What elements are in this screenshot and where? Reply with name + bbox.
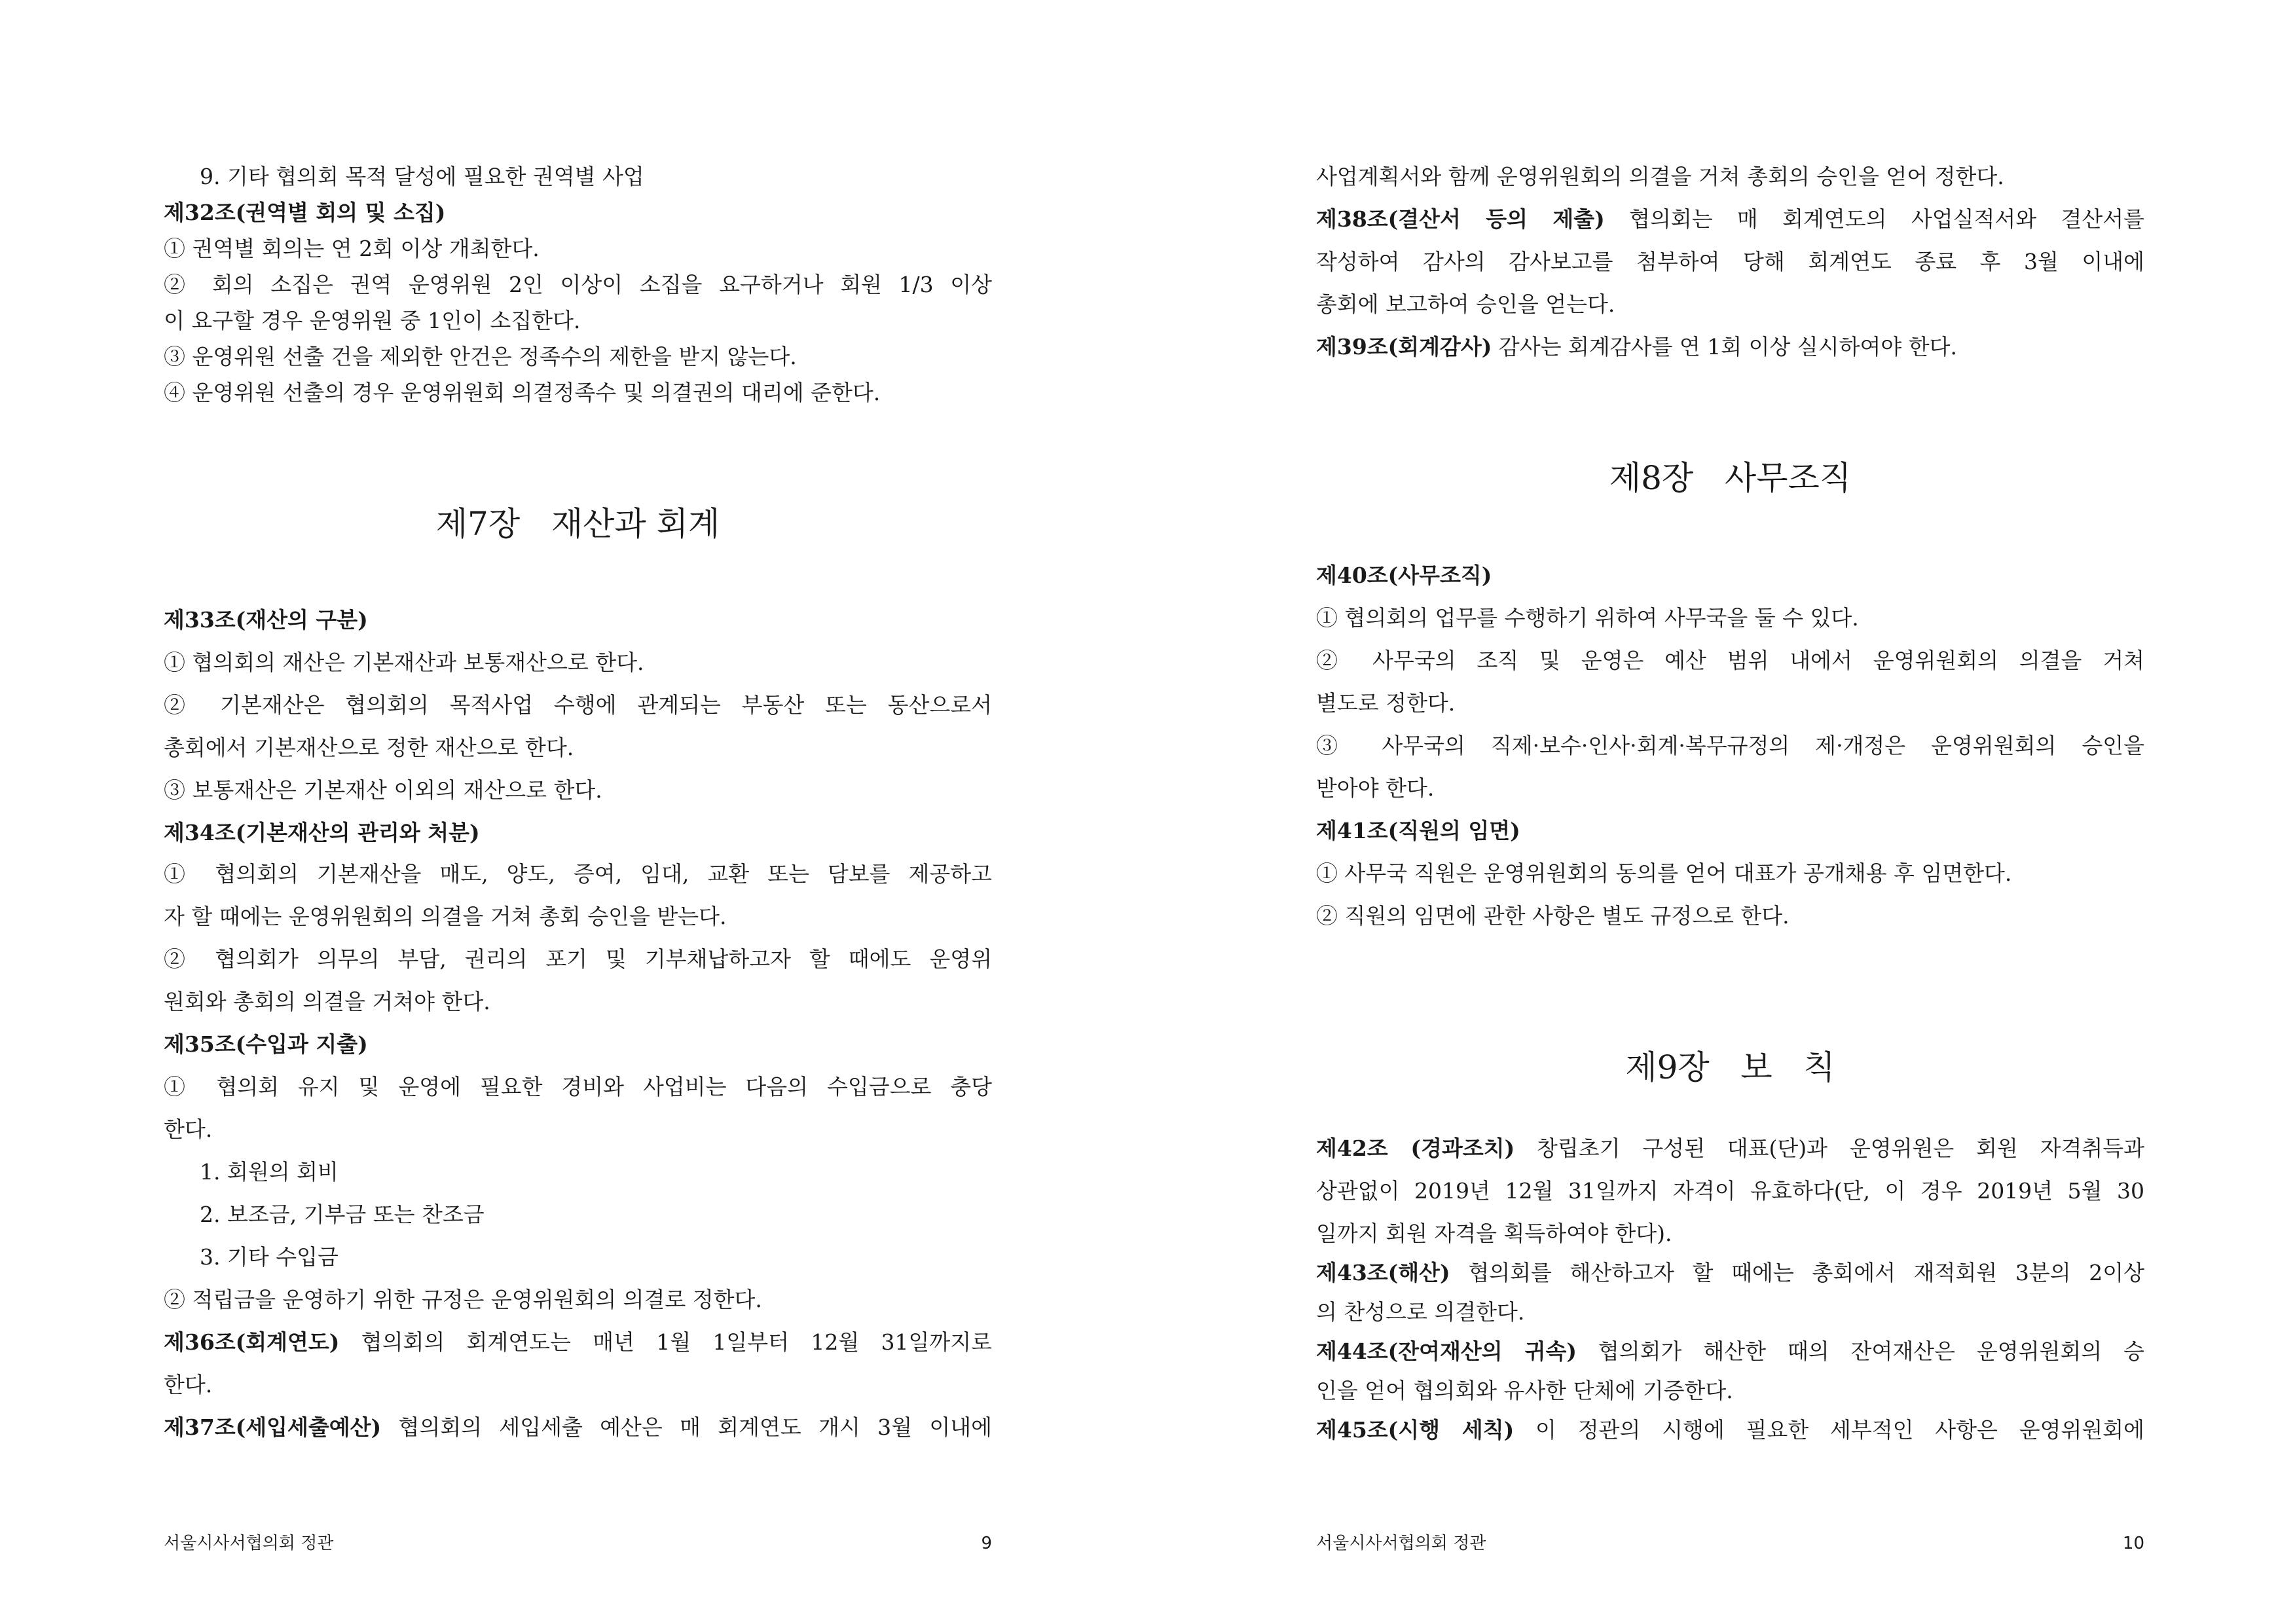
footer-title: 서울시사서협의회 정관 xyxy=(164,1534,334,1553)
text-line: ② 직원의 임면에 관한 사항은 별도 규정으로 한다. xyxy=(1316,903,1790,929)
chapter-title: 제9장 보 칙 xyxy=(1625,1048,1835,1086)
text-line: ① 사무국 직원은 운영위원회의 동의를 얻어 대표가 공개채용 후 임면한다. xyxy=(1316,860,2012,886)
article-heading: 제33조(재산의 구분) xyxy=(164,607,368,633)
article-line: 제42조 (경과조치) 창립초기 구성된 대표(단)과 운영위원은 회원 자격취득과 xyxy=(1316,1135,2144,1161)
article-heading: 제40조(사무조직) xyxy=(1316,563,1492,588)
page-number: 10 xyxy=(2122,1534,2144,1553)
text-line: 한다. xyxy=(164,1372,213,1397)
article-heading: 제41조(직원의 임면) xyxy=(1316,818,1520,843)
list-item: 1. 회원의 회비 xyxy=(200,1159,339,1185)
text-line: 인을 얻어 협의회와 유사한 단체에 기증한다. xyxy=(1316,1378,1733,1403)
footer-title: 서울시사서협의회 정관 xyxy=(1316,1534,1486,1553)
article-heading: 제35조(수입과 지출) xyxy=(164,1031,368,1057)
article-heading: 제34조(기본재산의 관리와 처분) xyxy=(164,820,480,845)
text-line: 9. 기타 협의회 목적 달성에 필요한 권역별 사업 xyxy=(200,164,644,189)
text-line: ② 협의회가 의무의 부담, 권리의 포기 및 기부채납하고자 할 때에도 운영위 xyxy=(164,946,992,972)
article-heading: 제32조(권역별 회의 및 소집) xyxy=(164,200,446,225)
article-line: 제36조(회계연도) 협의회의 회계연도는 매년 1월 1일부터 12월 31일까지로 xyxy=(164,1329,992,1355)
text-line: ② 사무국의 조직 및 운영은 예산 범위 내에서 운영위원회의 의결을 거쳐 xyxy=(1316,648,2144,673)
left-page xyxy=(164,0,992,1624)
list-item: 2. 보조금, 기부금 또는 찬조금 xyxy=(200,1202,485,1227)
right-page xyxy=(1316,0,2144,1624)
article-line: 제37조(세입세출예산) 협의회의 세입세출 예산은 매 회계연도 개시 3월 이내에 xyxy=(164,1414,992,1440)
text-line: ③ 보통재산은 기본재산 이외의 재산으로 한다. xyxy=(164,777,602,803)
text-line: 별도로 정한다. xyxy=(1316,690,1456,716)
text-line: 일까지 회원 자격을 획득하여야 한다). xyxy=(1316,1221,1672,1246)
text-line: 한다. xyxy=(164,1116,213,1142)
text-line: ① 협의회의 재산은 기본재산과 보통재산으로 한다. xyxy=(164,650,644,675)
text-line: ② 기본재산은 협의회의 목적사업 수행에 관계되는 부동산 또는 동산으로서 xyxy=(164,692,992,718)
text-line: 의 찬성으로 의결한다. xyxy=(1316,1299,1525,1325)
text-line: 이 요구할 경우 운영위원 중 1인이 소집한다. xyxy=(164,308,581,333)
text-line: ① 권역별 회의는 연 2회 이상 개최한다. xyxy=(164,236,540,261)
list-item: 3. 기타 수입금 xyxy=(200,1244,339,1270)
page-number: 9 xyxy=(981,1534,992,1553)
text-line: 사업계획서와 함께 운영위원회의 의결을 거쳐 총회의 승인을 얻어 정한다. xyxy=(1316,164,2004,189)
article-line: 제44조(잔여재산의 귀속) 협의회가 해산한 때의 잔여재산은 운영위원회의 승 xyxy=(1316,1338,2144,1364)
text-line: ③ 운영위원 선출 건을 제외한 안건은 정족수의 제한을 받지 않는다. xyxy=(164,344,797,369)
text-line: 총회에서 기본재산으로 정한 재산으로 한다. xyxy=(164,735,574,760)
article-line: 제45조(시행 세칙) 이 정관의 시행에 필요한 세부적인 사항은 운영위원회에 xyxy=(1316,1417,2144,1443)
page-footer xyxy=(1316,1532,2144,1555)
text-line: 총회에 보고하여 승인을 얻는다. xyxy=(1316,291,1615,317)
text-line: ① 협의회의 업무를 수행하기 위하여 사무국을 둘 수 있다. xyxy=(1316,605,1859,631)
text-line: 작성하여 감사의 감사보고를 첨부하여 당해 회계연도 종료 후 3월 이내에 xyxy=(1316,249,2144,274)
text-line: ③ 사무국의 직제·보수·인사·회계·복무규정의 제·개정은 운영위원회의 승인을 xyxy=(1316,733,2144,758)
text-line: 받아야 한다. xyxy=(1316,775,1435,801)
text-line: ① 협의회의 기본재산을 매도, 양도, 증여, 임대, 교환 또는 담보를 제공하고 xyxy=(164,861,992,887)
text-line: ① 협의회 유지 및 운영에 필요한 경비와 사업비는 다음의 수입금으로 충당 xyxy=(164,1074,992,1099)
article-line: 제39조(회계감사) 감사는 회계감사를 연 1회 이상 실시하여야 한다. xyxy=(1316,334,1958,360)
chapter-title: 제8장 사무조직 xyxy=(1609,459,1852,497)
text-line: 자 할 때에는 운영위원회의 의결을 거쳐 총회 승인을 받는다. xyxy=(164,904,727,929)
text-line: 상관없이 2019년 12월 31일까지 자격이 유효하다(단, 이 경우 2019년 5월 30 xyxy=(1316,1178,2144,1204)
text-line: 원회와 총회의 의결을 거쳐야 한다. xyxy=(164,989,490,1014)
article-line: 제38조(결산서 등의 제출) 협의회는 매 회계연도의 사업실적서와 결산서를 xyxy=(1316,206,2144,232)
text-line: ② 회의 소집은 권역 운영위원 2인 이상이 소집을 요구하거나 회원 1/3 이상 xyxy=(164,272,992,297)
text-line: ② 적립금을 운영하기 위한 규정은 운영위원회의 의결로 정한다. xyxy=(164,1287,762,1312)
chapter-title: 제7장 재산과 회계 xyxy=(435,505,720,543)
page-footer xyxy=(164,1532,992,1555)
text-line: ④ 운영위원 선출의 경우 운영위원회 의결정족수 및 의결권의 대리에 준한다. xyxy=(164,380,881,405)
article-line: 제43조(해산) 협의회를 해산하고자 할 때에는 총회에서 재적회원 3분의 2이상 xyxy=(1316,1260,2144,1285)
